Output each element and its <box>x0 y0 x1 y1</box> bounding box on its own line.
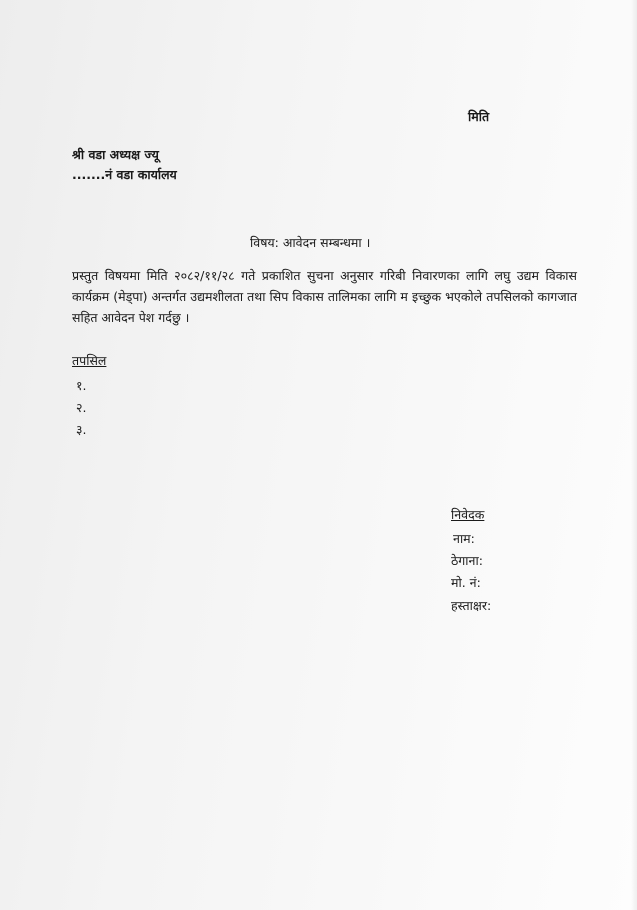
letter-body: प्रस्तुत विषयमा मिति २०८२/११/२८ गते प्रकाशित सुचना अनुसार गरिबी निवारणका लागि लघु उद्यम विकास कार्यक्रम (मेड्पा) अन्तर्गत उद्यमशीलता तथा सिप विकास तालिमका लागि म इच्छुक भएकोले तपसिलको कागजात सहित आवेदन पेश गर्दछु । <box>72 268 577 325</box>
applicant-signature-label: हस्ताक्षर: <box>451 598 492 613</box>
applicant-phone-label: मो. नं: <box>451 575 481 590</box>
recipient-line-2: .......नं वडा कार्यालय <box>72 167 177 182</box>
attachments-title: तपसिल <box>72 353 107 368</box>
attachment-item-2: २. <box>76 400 87 415</box>
letter-subject: विषय: आवेदन सम्बन्धमा । <box>250 235 371 250</box>
page-edge-shadow <box>631 0 637 910</box>
attachment-item-3: ३. <box>76 422 87 437</box>
recipient-line-1: श्री वडा अध्यक्ष ज्यू <box>72 147 159 162</box>
attachment-item-1: १. <box>76 378 87 393</box>
date-label: मिति <box>468 109 490 124</box>
applicant-name-label: नाम: <box>453 531 475 546</box>
applicant-title: निवेदक <box>451 507 485 522</box>
applicant-address-label: ठेगाना: <box>451 553 483 568</box>
